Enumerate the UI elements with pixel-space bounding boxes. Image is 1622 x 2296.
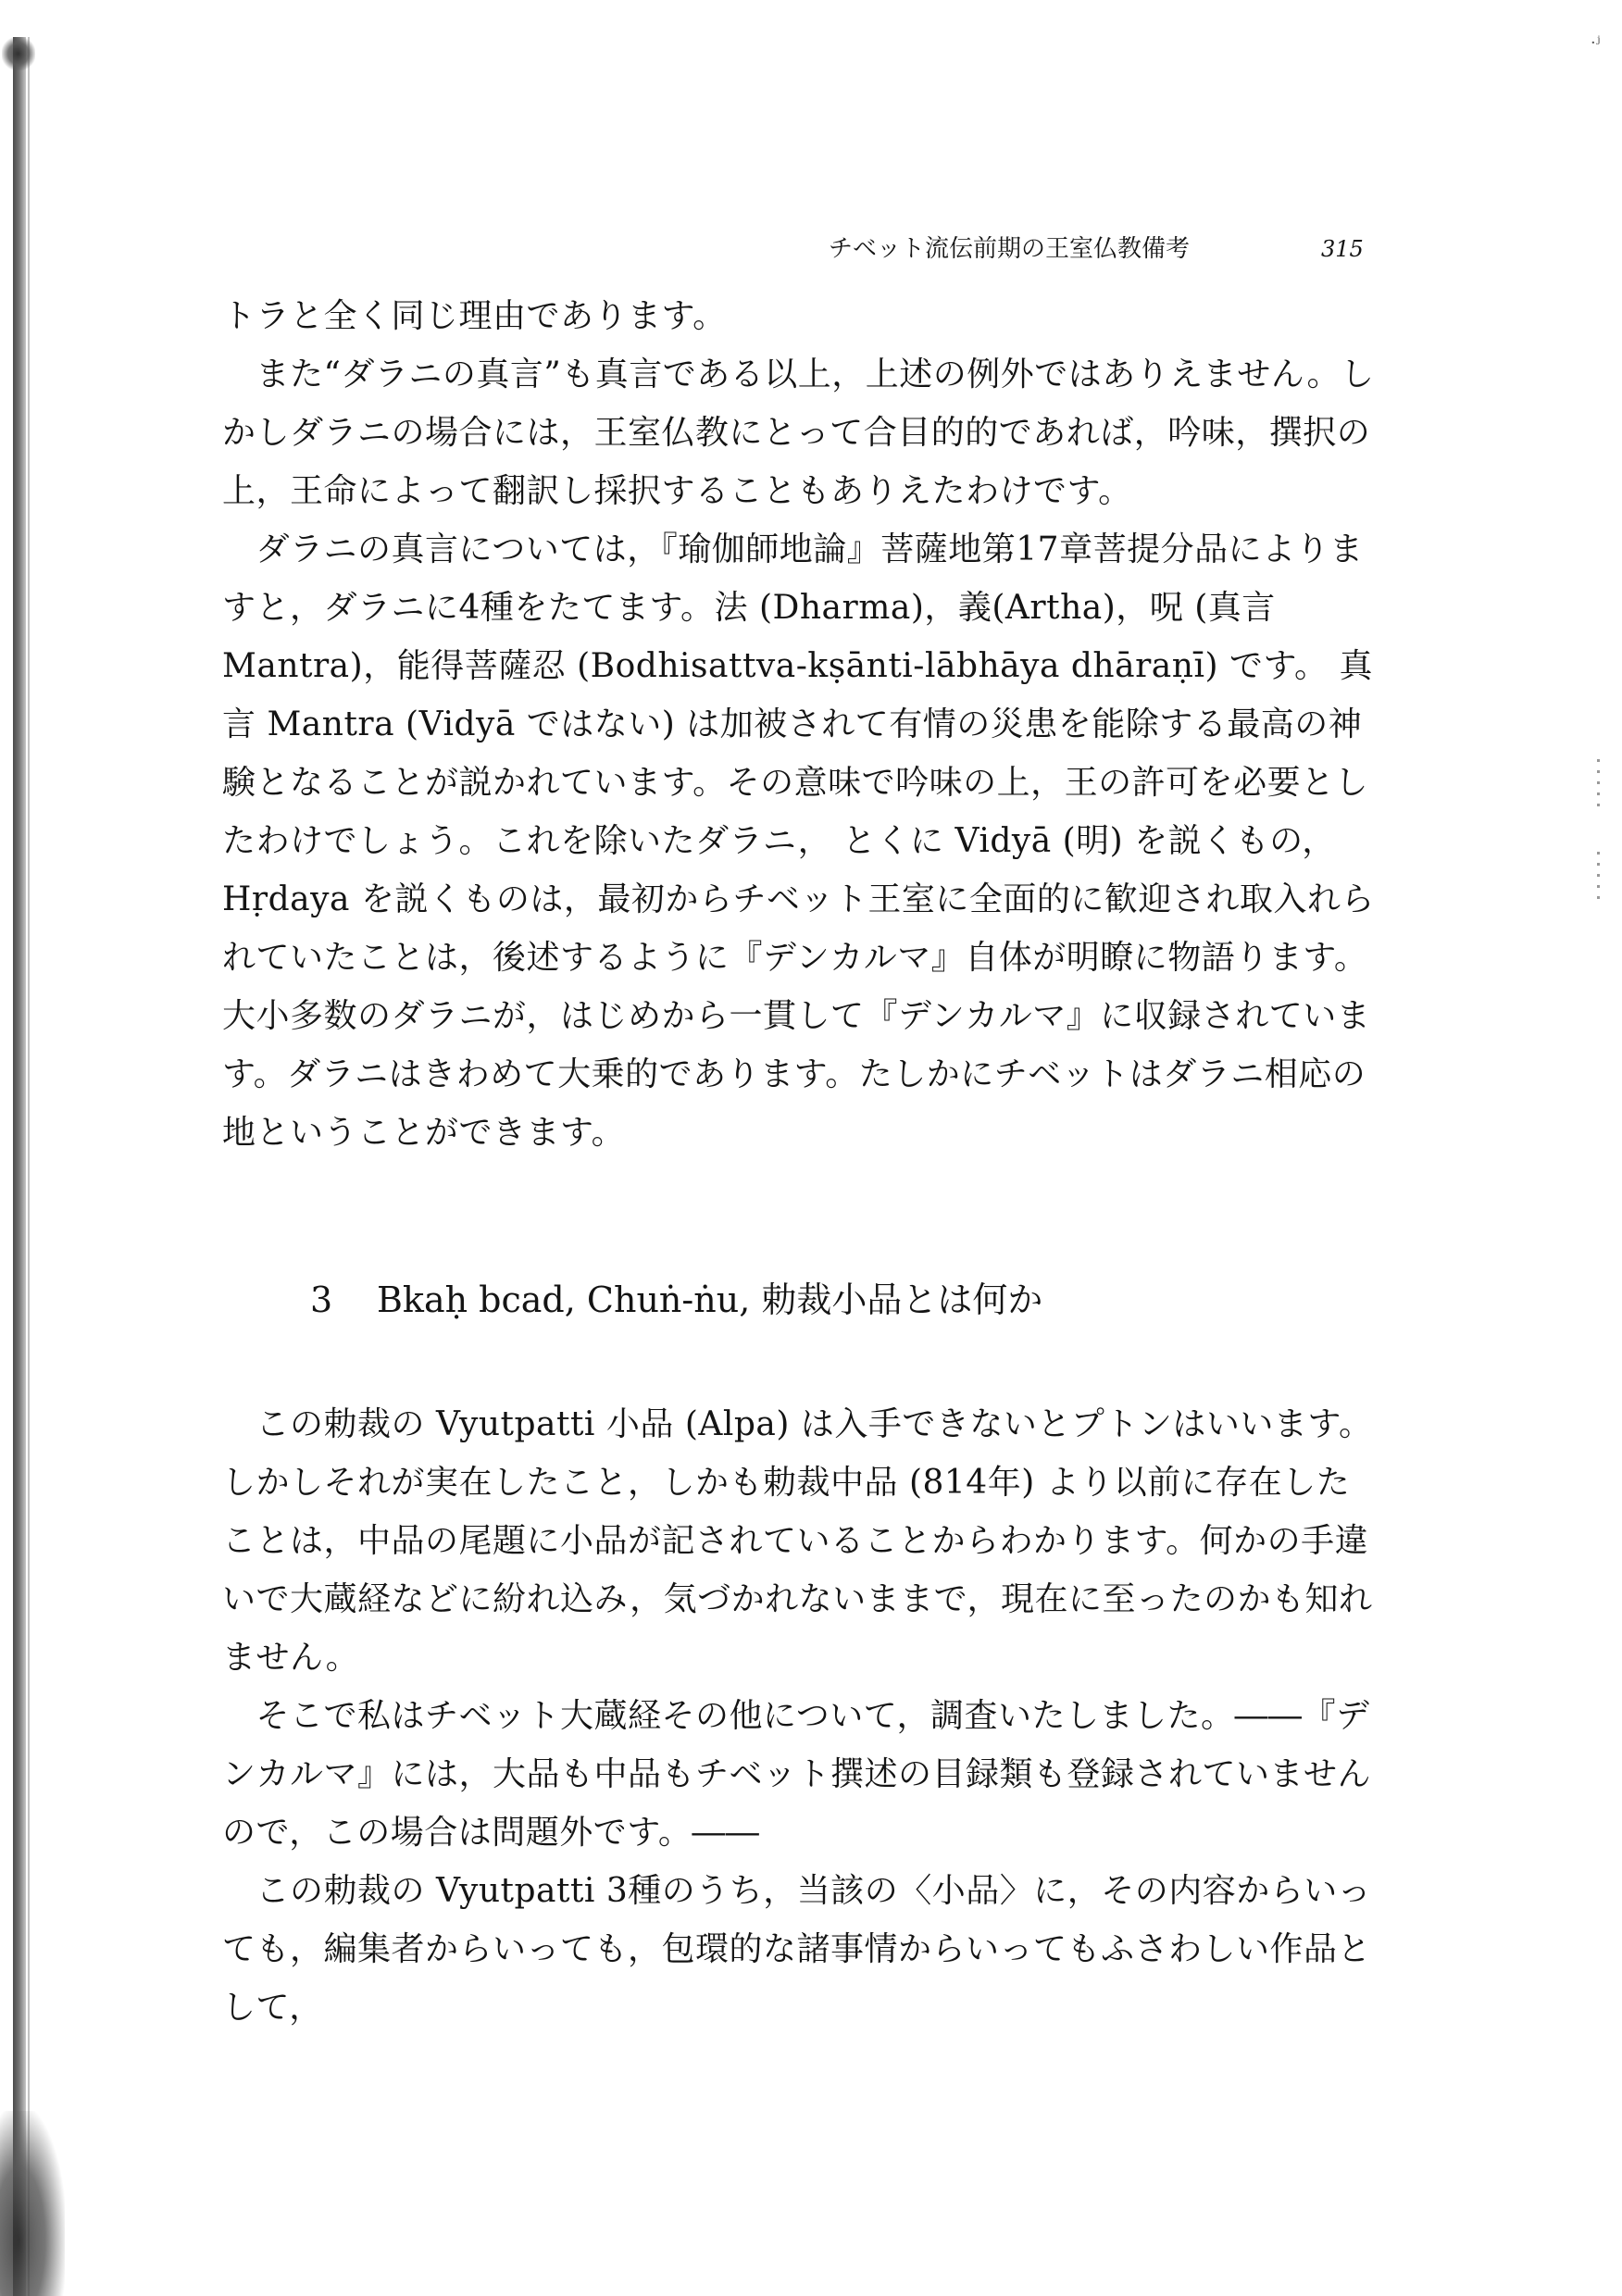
edge-dots-upper — [1597, 759, 1600, 815]
binding-bottom-blot — [0, 2111, 65, 2296]
running-head — [829, 226, 1366, 272]
paragraph-3: ダラニの真言については，『瑜伽師地論』菩薩地第17章菩提分品によりますと，ダラニに4種をたてます。法 (Dharma)，義(Artha)，呪 (真言 Mantra)，能得菩薩忍 (Bodhisattva-kṣānti-lābhāya dhāraṇī) です。 真言 Mantra (Vidyā ではない) は加被されて有情の災患を能除する最高の神験となることが説かれています。その意味で吟味の上，王の許可を必要としたわけでしょう。これを除いたダラニ， とくに Vidyā (明) を説くもの， Hṛdaya を説くものは，最初からチベット王室に全面的に歓迎され取入れられていたことは，後述するように『デンカルマ』自体が明瞭に物語ります。大小多数のダラニが，はじめから一貫して『デンカルマ』に収録されています。ダラニはきわめて大乗的であります。たしかにチベットはダラニ相応の地ということができます。 — [222, 530, 1375, 1152]
edge-dots-lower — [1597, 852, 1600, 907]
binding-top-blot — [2, 37, 35, 70]
page-binding-shadow — [28, 37, 30, 2296]
paragraph-5: そこで私はチベット大蔵経その他について，調査いたしました。――『デンカルマ』には，大品も中品もチベット撰述の目録類も登録されていませんので，この場合は問題外です。―― — [222, 1697, 1372, 1852]
paragraph-4: この勅裁の Vyutpatti 小品 (Alpa) は入手できないとプトンはいいます。しかしそれが実在したこと，しかも勅裁中品 (814年) より以前に存在したことは，中品の尾題に小品が記されていることからわかります。何かの手違いで大蔵経などに紛れ込み，気づかれないままで，現在に至ったのかも知れません。 — [222, 1405, 1373, 1677]
running-title: チベット流伝前期の王室仏教備考 — [829, 235, 1191, 263]
page-binding-edge — [13, 37, 26, 2296]
section-heading — [310, 1272, 1329, 1328]
paragraph-1: トラと全く同じ理由であります。 — [222, 297, 727, 335]
page-number: 315 — [1321, 236, 1364, 262]
paragraph-2: また“ダラニの真言”も真言である以上，上述の例外ではありえません。しかしダラニの場合には，王室仏教にとって合目的的であれば，吟味，撰択の上，王命によって翻訳し採択することもありえたわけです。 — [222, 356, 1375, 510]
paragraph-6: この勅裁の Vyutpatti 3種のうち，当該の〈小品〉に，その内容からいっても，編集者からいっても，包環的な諸事情からいってもふさわしい作品として， — [222, 1872, 1372, 2027]
stray-mark: ·ʲ — [1591, 33, 1601, 53]
section-title: Bkaḥ bcad, Chuṅ-ṅu, 勅裁小品とは何か — [377, 1279, 1043, 1320]
section-number: 3 — [310, 1279, 333, 1320]
